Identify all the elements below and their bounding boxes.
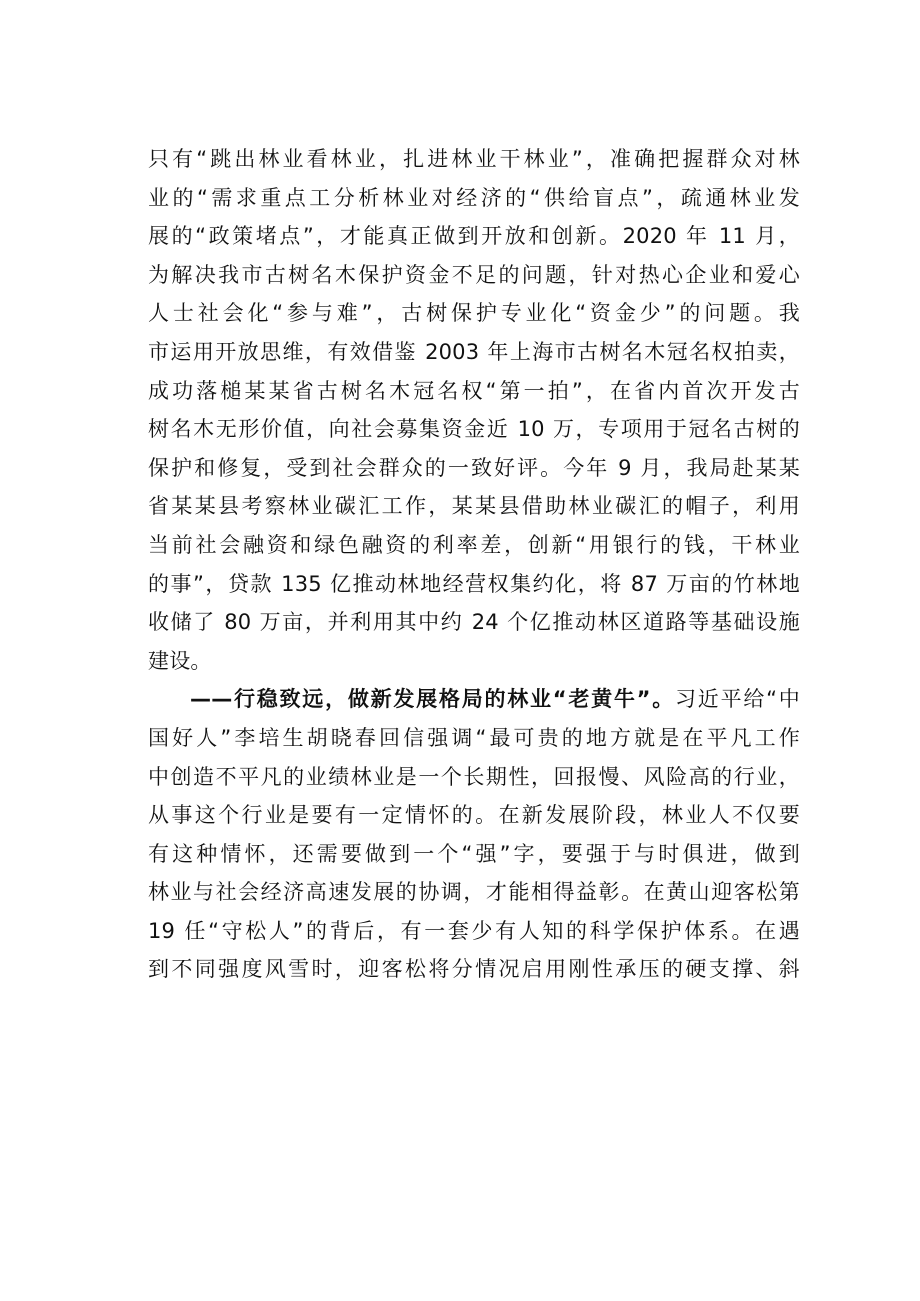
paragraph-first-line [148, 680, 800, 719]
text-line: 从事这个行业是要有一定情怀的。在新发展阶段，林业人不仅要 [148, 803, 800, 828]
text-line: 有这种情怀，还需要做到一个“强”字，要强于与时俱进，做到 [148, 841, 800, 866]
text-line: 当前社会融资和绿色融资的利率差，创新“用银行的钱，干林业 [148, 532, 800, 557]
text-line: 19 任“守松人”的背后，有一套少有人知的科学保护体系。在遇 [148, 918, 800, 943]
text-line: 为解决我市古树名木保护资金不足的问题，针对热心企业和爱心 [148, 262, 800, 287]
text-line: 人士社会化“参与难”，古树保护专业化“资金少”的问题。我 [148, 301, 800, 326]
text-line: 保护和修复，受到社会群众的一致好评。今年 9 月，我局赴某某 [148, 455, 800, 480]
text-line: 林业与社会经济高速发展的协调，才能相得益彰。在黄山迎客松第 [148, 880, 800, 905]
section-heading: ——行稳致远，做新发展格局的林业“老黄牛”。 [190, 687, 676, 712]
text-line: 到不同强度风雪时，迎客松将分情况启用刚性承压的硬支撑、斜 [148, 957, 800, 982]
text-line: 业的“需求重点工分析林业对经济的“供给盲点”，疏通林业发 [148, 185, 800, 210]
text-line: 的事”，贷款 135 亿推动林地经营权集约化，将 87 万亩的竹林地 [148, 571, 800, 596]
text-line: 展的“政策堵点”，才能真正做到开放和创新。2020 年 11 月， [148, 224, 800, 249]
text-line: 收储了 80 万亩，并利用其中约 24 个亿推动林区道路等基础设施 [148, 610, 800, 635]
text-line: 只有“跳出林业看林业，扎进林业干林业”，准确把握群众对林 [148, 147, 800, 171]
paragraph-steady-progress [148, 680, 800, 989]
text-line: 市运用开放思维，有效借鉴 2003 年上海市古树名木冠名权拍卖， [148, 339, 800, 364]
text-line: 建设。 [148, 648, 212, 673]
heading-followup-text: 习近平给“中 [675, 687, 800, 712]
text-line: 树名木无形价值，向社会募集资金近 10 万，专项用于冠名古树的 [148, 417, 800, 442]
text-line: 国好人”李培生胡晓春回信强调“最可贵的地方就是在平凡工作 [148, 725, 800, 750]
document-body [148, 140, 800, 989]
text-line: 成功落槌某某省古树名木冠名权“第一拍”，在省内首次开发古 [148, 378, 800, 403]
paragraph-open-innovation [148, 140, 800, 680]
text-line: 中创造不平凡的业绩林业是一个长期性，回报慢、风险高的行业， [148, 764, 800, 789]
text-line: 省某某县考察林业碳汇工作，某某县借助林业碳汇的帽子，利用 [148, 494, 800, 519]
